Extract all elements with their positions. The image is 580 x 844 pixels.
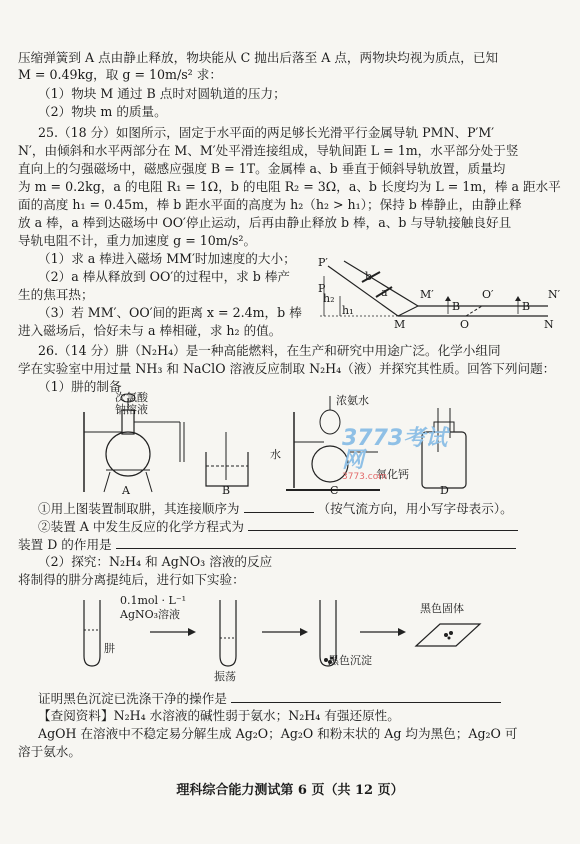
rail-label: P′ <box>318 256 328 269</box>
text-line: 学在实验室中用过量 NH₃ 和 NaClO 溶液反应制取 N₂H₄（液）并探究其性质。回答下列问题： <box>18 361 556 376</box>
rail-label: O <box>460 318 470 331</box>
apparatus-label: A <box>122 484 130 497</box>
q26-2-text: 将制得的肼分离提纯后，进行如下实验： <box>18 572 245 587</box>
q26-1-a-text: ①用上图装置制取肼，其连接顺序为 <box>38 501 240 516</box>
site-watermark-url: 3773.com <box>342 472 387 482</box>
q26-1-b <box>38 518 568 535</box>
site-watermark-title: 3773考试网 <box>342 426 448 473</box>
text-line: （1）求 a 棒进入磁场 MM′时加速度的大小； <box>38 251 296 266</box>
rail-label: M <box>394 318 406 331</box>
exp-label: 黑色沉淀 <box>328 654 372 667</box>
apparatus-label: 水 <box>270 448 281 461</box>
q26-1-a-hint: （按气流方向，用小写字母表示）。 <box>317 501 513 516</box>
apparatus-label: 氧化钙 <box>376 468 409 481</box>
rail-label: O′ <box>482 288 494 301</box>
exp-label: 黑色固体 <box>420 602 464 615</box>
text-line: 生的焦耳热； <box>18 287 94 302</box>
exp-label: 肼 <box>104 642 115 655</box>
apparatus-label: C <box>330 484 339 497</box>
text-line: （3）若 MM′、OO′间的距离 x = 2.4m，b 棒 <box>38 305 302 320</box>
q26-1-c-text: 装置 D 的作用是 <box>18 537 112 552</box>
q26-wash <box>38 690 568 707</box>
answer-blank[interactable] <box>116 536 516 549</box>
text-line: 面的高度 h₁ = 0.45m，棒 b 距水平面的高度为 h₂（h₂ > h₁）；保持 b 棒静止，由静止释 <box>18 197 522 212</box>
q26-heading: 26.（14 分）肼（N₂H₄）是一种高能燃料，在生产和研究中用途广泛。化学小组同 <box>38 343 501 358</box>
q26-ag2: 溶于氨水。 <box>18 744 81 759</box>
q26-ref: 【查阅资料】N₂H₄ 水溶液的碱性弱于氨水；N₂H₄ 有强还原性。 <box>38 708 400 723</box>
rail-label: M′ <box>420 288 434 301</box>
page-footer: 理科综合能力测试第 6 页（共 12 页） <box>176 783 404 798</box>
rail-label: h₂ <box>323 292 335 305</box>
answer-blank[interactable] <box>231 690 501 703</box>
text-line: （2）a 棒从释放到 OO′的过程中，求 b 棒产 <box>38 269 291 284</box>
rail-label: a <box>381 286 388 299</box>
q26-1-c <box>18 536 568 553</box>
apparatus-label: D <box>440 484 449 497</box>
text-line: 直向上的匀强磁场中，磁感应强度 B = 1T。金属棒 a、b 垂直于倾斜导轨放置，质量均 <box>18 161 506 176</box>
exp-label: 振荡 <box>214 670 236 683</box>
text-line: M = 0.49kg，取 g = 10m/s² 求： <box>18 67 222 82</box>
text-line: （2）物块 m 的质量。 <box>38 104 167 119</box>
rail-figure <box>318 258 561 338</box>
q26-wash-text: 证明黑色沉淀已洗涤干净的操作是 <box>38 691 227 706</box>
text-line: 放 a 棒，a 棒到达磁场中 OO′停止运动，后再由静止释放 b 棒，a、b 与导轨接触良好且 <box>18 215 512 230</box>
q25-heading: 25.（18 分）如图所示，固定于水平面的两足够长光滑平行金属导轨 PMN、P′M′ <box>38 125 495 140</box>
apparatus-label: B <box>222 484 231 497</box>
text-line: 压缩弹簧到 A 点由静止释放，物块能从 C 抛出后落至 A 点，两物块均视为质点，已知 <box>18 50 499 65</box>
q26-1-a <box>38 500 568 517</box>
q26-ag1: AgOH 在溶液中不稳定易分解生成 Ag₂O；Ag₂O 和粉末状的 Ag 均为黑色；Ag₂O 可 <box>38 726 518 741</box>
text-line: N′，由倾斜和水平两部分在 M、M′处平滑连接组成，导轨间距 L = 1m，水平部分处于竖 <box>18 143 519 158</box>
answer-blank[interactable] <box>244 500 314 513</box>
text-line: 导轨电阻不计，重力加速度 g = 10m/s²。 <box>18 233 257 248</box>
text-line: （1）物块 M 通过 B 点时对圆轨道的压力； <box>38 86 286 101</box>
text-line: 为 m = 0.2kg，a 的电阻 R₁ = 1Ω，b 的电阻 R₂ = 3Ω，a、b 长度均为 L = 1m，棒 a 距水平 <box>18 179 561 194</box>
rail-label: P <box>318 282 326 295</box>
apparatus-label: 次氯酸钠溶液 <box>115 391 148 416</box>
exp-label: AgNO₃溶液 <box>120 608 181 621</box>
rail-label: N <box>544 318 554 331</box>
q26-1-b-text: ②装置 A 中发生反应的化学方程式为 <box>38 519 245 534</box>
rail-label: B <box>452 300 461 313</box>
q26-2-title: （2）探究：N₂H₄ 和 AgNO₃ 溶液的反应 <box>38 554 273 569</box>
text-line: 进入磁场后，恰好未与 a 棒相碰，求 h₂ 的值。 <box>18 323 282 338</box>
apparatus-label: 浓氨水 <box>336 394 369 407</box>
rail-label: h₁ <box>342 304 354 317</box>
rail-label: b <box>365 270 373 283</box>
rail-label: N′ <box>548 288 561 301</box>
exp-label: 0.1mol · L⁻¹ <box>120 594 187 607</box>
text-line: （1）肼的制备 <box>38 379 122 394</box>
rail-label: B <box>522 300 531 313</box>
answer-blank[interactable] <box>248 518 518 531</box>
